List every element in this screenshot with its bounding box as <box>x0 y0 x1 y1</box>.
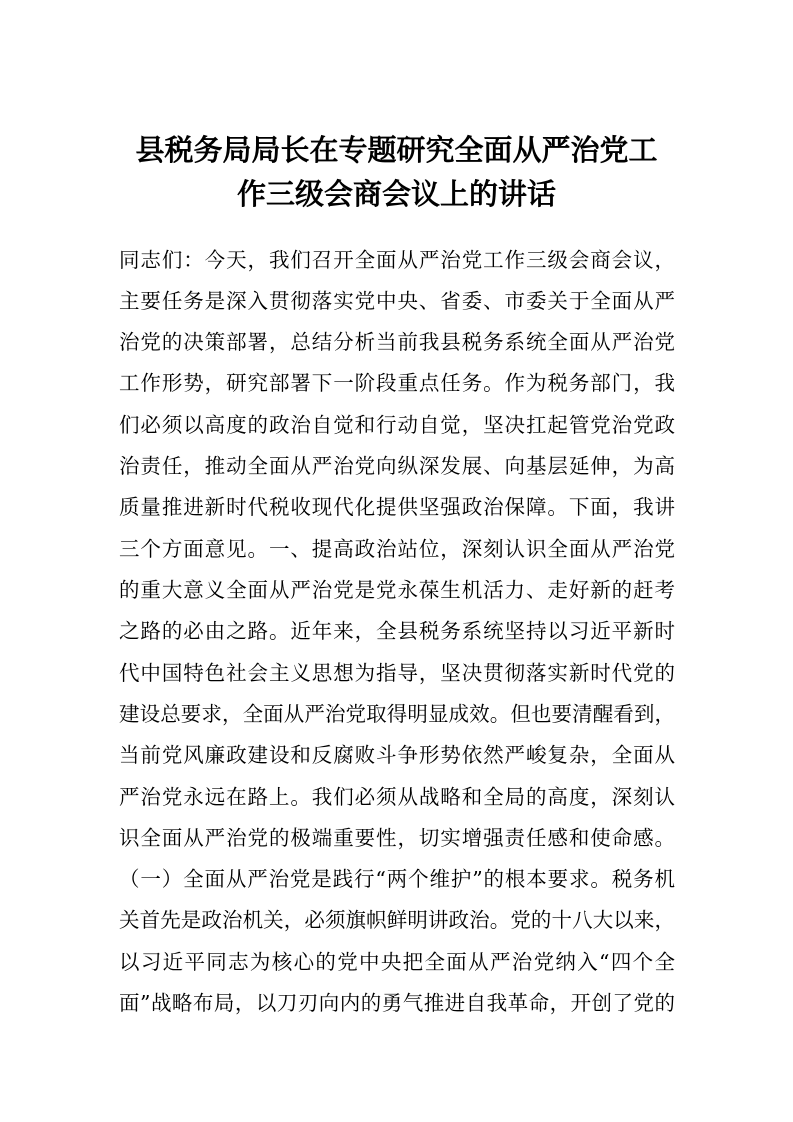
body-line: 识全面从严治党的极端重要性，切实增强责任感和使命感。 <box>119 826 675 850</box>
body-line: 工作形势，研究部署下一阶段重点任务。作为税务部门，我 <box>119 371 675 395</box>
body-line: 当前党风廉政建设和反腐败斗争形势依然严峻复杂，全面从 <box>119 743 675 767</box>
body-line: 面”战略布局，以刀刃向内的勇气推进自我革命，开创了党的 <box>119 991 675 1015</box>
body-line: 建设总要求，全面从严治党取得明显成效。但也要清醒看到， <box>119 702 675 726</box>
body-line: 们必须以高度的政治自觉和行动自觉，坚决扛起管党治党政 <box>119 413 675 437</box>
body-line: 质量推进新时代税收现代化提供坚强政治保障。下面，我讲 <box>119 495 675 519</box>
body-line: 主要任务是深入贯彻落实党中央、省委、市委关于全面从严 <box>119 289 675 313</box>
body-line: 以习近平同志为核心的党中央把全面从严治党纳入“四个全 <box>119 950 675 974</box>
body-line: （一）全面从严治党是践行“两个维护”的根本要求。税务机 <box>119 867 675 891</box>
body-line: 的重大意义全面从严治党是党永葆生机活力、走好新的赶考 <box>119 578 675 602</box>
body-line: 严治党永远在路上。我们必须从战略和全局的高度，深刻认 <box>119 785 675 809</box>
body-line: 三个方面意见。一、提高政治站位，深刻认识全面从严治党 <box>119 537 675 561</box>
body-line: 治责任，推动全面从严治党向纵深发展、向基层延伸，为高 <box>119 454 675 478</box>
body-line: 代中国特色社会主义思想为指导，坚决贯彻落实新时代党的 <box>119 661 675 685</box>
body-line: 同志们：今天，我们召开全面从严治党工作三级会商会议， <box>119 248 675 272</box>
body-line: 之路的必由之路。近年来，全县税务系统坚持以习近平新时 <box>119 619 675 643</box>
body-line: 治党的决策部署，总结分析当前我县税务系统全面从严治党 <box>119 330 675 354</box>
document-title-line-2: 作三级会商会议上的讲话 <box>236 177 556 211</box>
document-title-line-1: 县税务局局长在专题研究全面从严治党工 <box>135 133 658 167</box>
body-line: 关首先是政治机关，必须旗帜鲜明讲政治。党的十八大以来， <box>119 908 675 932</box>
